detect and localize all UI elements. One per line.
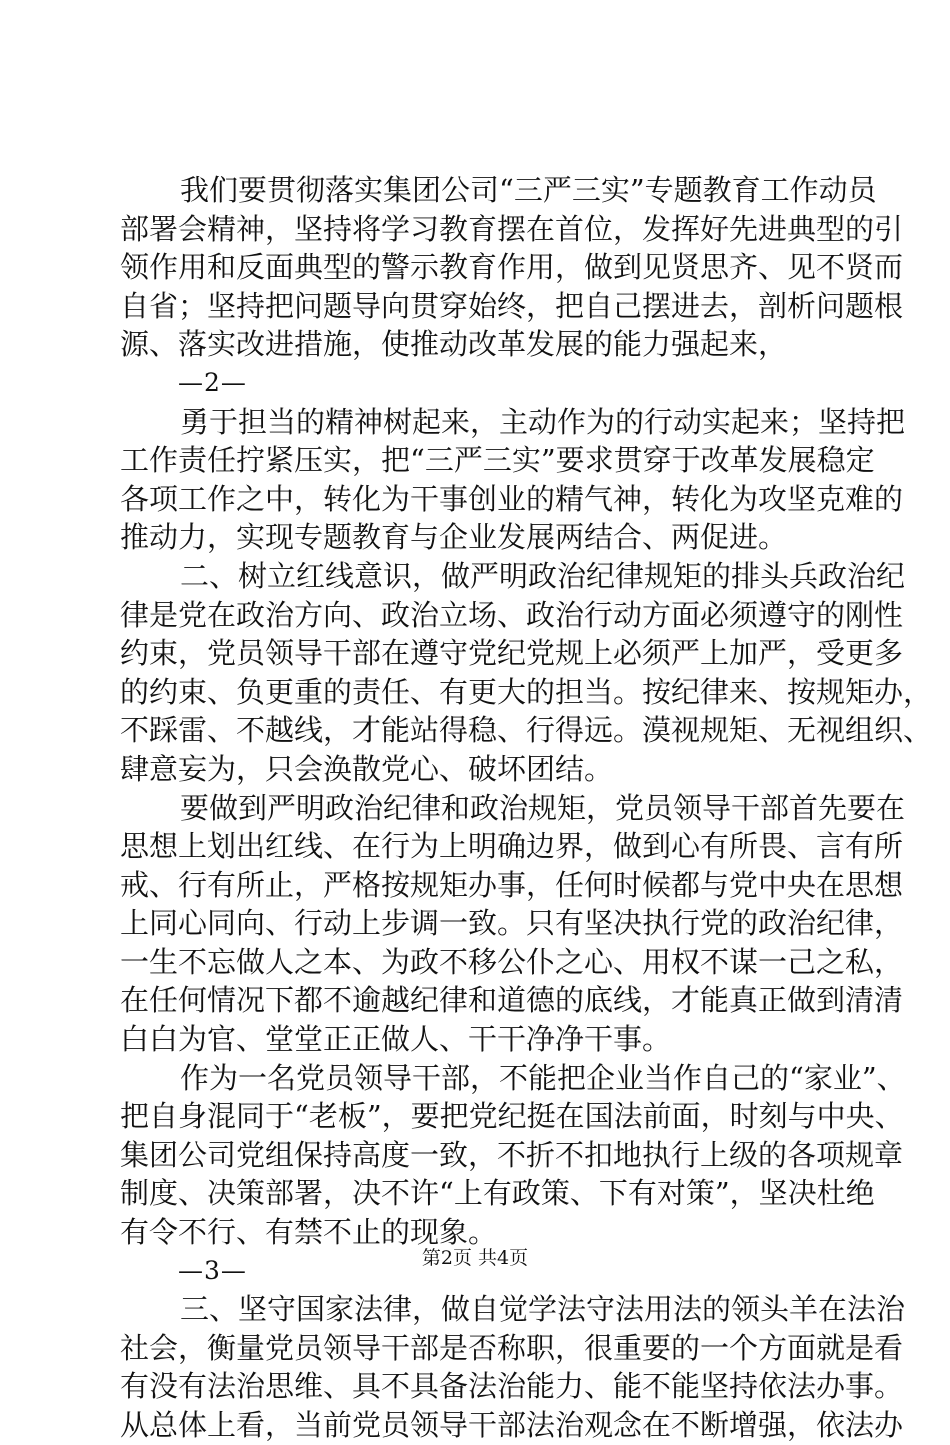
text-line: 源、落实改进措施，使推动改革发展的能力强起来， — [120, 327, 788, 362]
text-line: 勇于担当的精神树起来，主动作为的行动实起来；坚持把 — [180, 404, 906, 439]
text-line: 白白为官、堂堂正正做人、干干净净干事。 — [120, 1022, 672, 1057]
text-line: 二、树立红线意识，做严明政治纪律规矩的排头兵政治纪 — [180, 558, 906, 593]
text-line: 戒、行有所止，严格按规矩办事，任何时候都与党中央在思想 — [120, 867, 904, 902]
text-line: 把自身混同于“老板”，要把党纪挺在国法前面，时刻与中央、 — [120, 1099, 904, 1134]
page-footer: 第2页 共4页 — [421, 1247, 529, 1269]
text-line: 要做到严明政治纪律和政治规矩，党员领导干部首先要在 — [180, 790, 906, 825]
text-line: 有令不行、有禁不止的现象。 — [120, 1215, 498, 1250]
text-line: 有没有法治思维、具不具备法治能力、能不能坚持依法办事。 — [120, 1369, 904, 1404]
page-number-marker: —3— — [178, 1255, 247, 1285]
text-line: 肆意妄为，只会涣散党心、破坏团结。 — [120, 751, 614, 786]
text-line: 思想上划出红线、在行为上明确边界，做到心有所畏、言有所 — [120, 829, 904, 864]
text-line: 作为一名党员领导干部，不能把企业当作自己的“家业”、 — [180, 1060, 906, 1095]
text-line: 我们要贯彻落实集团公司“三严三实”专题教育工作动员 — [180, 173, 877, 207]
text-line: 在任何情况下都不逾越纪律和道德的底线，才能真正做到清清 — [120, 983, 904, 1018]
text-line: 自省；坚持把问题导向贯穿始终，把自己摆进去，剖析问题根 — [120, 288, 904, 323]
text-line: 推动力，实现专题教育与企业发展两结合、两促进。 — [120, 520, 788, 555]
page-number-marker: —2— — [178, 367, 247, 397]
text-line: 各项工作之中，转化为干事创业的精气神，转化为攻坚克难的 — [120, 481, 904, 516]
text-line: 三、坚守国家法律，做自觉学法守法用法的领头羊在法治 — [180, 1292, 906, 1327]
text-line: 上同心同向、行动上步调一致。只有坚决执行党的政治纪律， — [120, 906, 904, 941]
text-line: 领作用和反面典型的警示教育作用，做到见贤思齐、见不贤而 — [120, 250, 904, 285]
text-line: 一生不忘做人之本、为政不移公仆之心、用权不谋一己之私， — [120, 944, 904, 979]
text-line: 制度、决策部署，决不许“上有政策、下有对策”，坚决杜绝 — [120, 1176, 875, 1211]
text-line: 不踩雷、不越线，才能站得稳、行得远。漠视规矩、无视组织、 — [120, 713, 933, 748]
text-line: 社会，衡量党员领导干部是否称职，很重要的一个方面就是看 — [120, 1330, 904, 1365]
text-line: 集团公司党组保持高度一致，不折不扣地执行上级的各项规章 — [120, 1137, 904, 1172]
text-line: 约束，党员领导干部在遵守党纪党规上必须严上加严，受更多 — [120, 636, 904, 671]
text-line: 律是党在政治方向、政治立场、政治行动方面必须遵守的刚性 — [120, 597, 904, 632]
text-line: 从总体上看，当前党员领导干部法治观念在不断增强，依法办 — [120, 1408, 904, 1442]
text-line: 的约束、负更重的责任、有更大的担当。按纪律来、按规矩办， — [120, 674, 933, 709]
text-line: 部署会精神，坚持将学习教育摆在首位，发挥好先进典型的引 — [120, 211, 904, 246]
text-line: 工作责任拧紧压实，把“三严三实”要求贯穿于改革发展稳定 — [120, 443, 875, 478]
